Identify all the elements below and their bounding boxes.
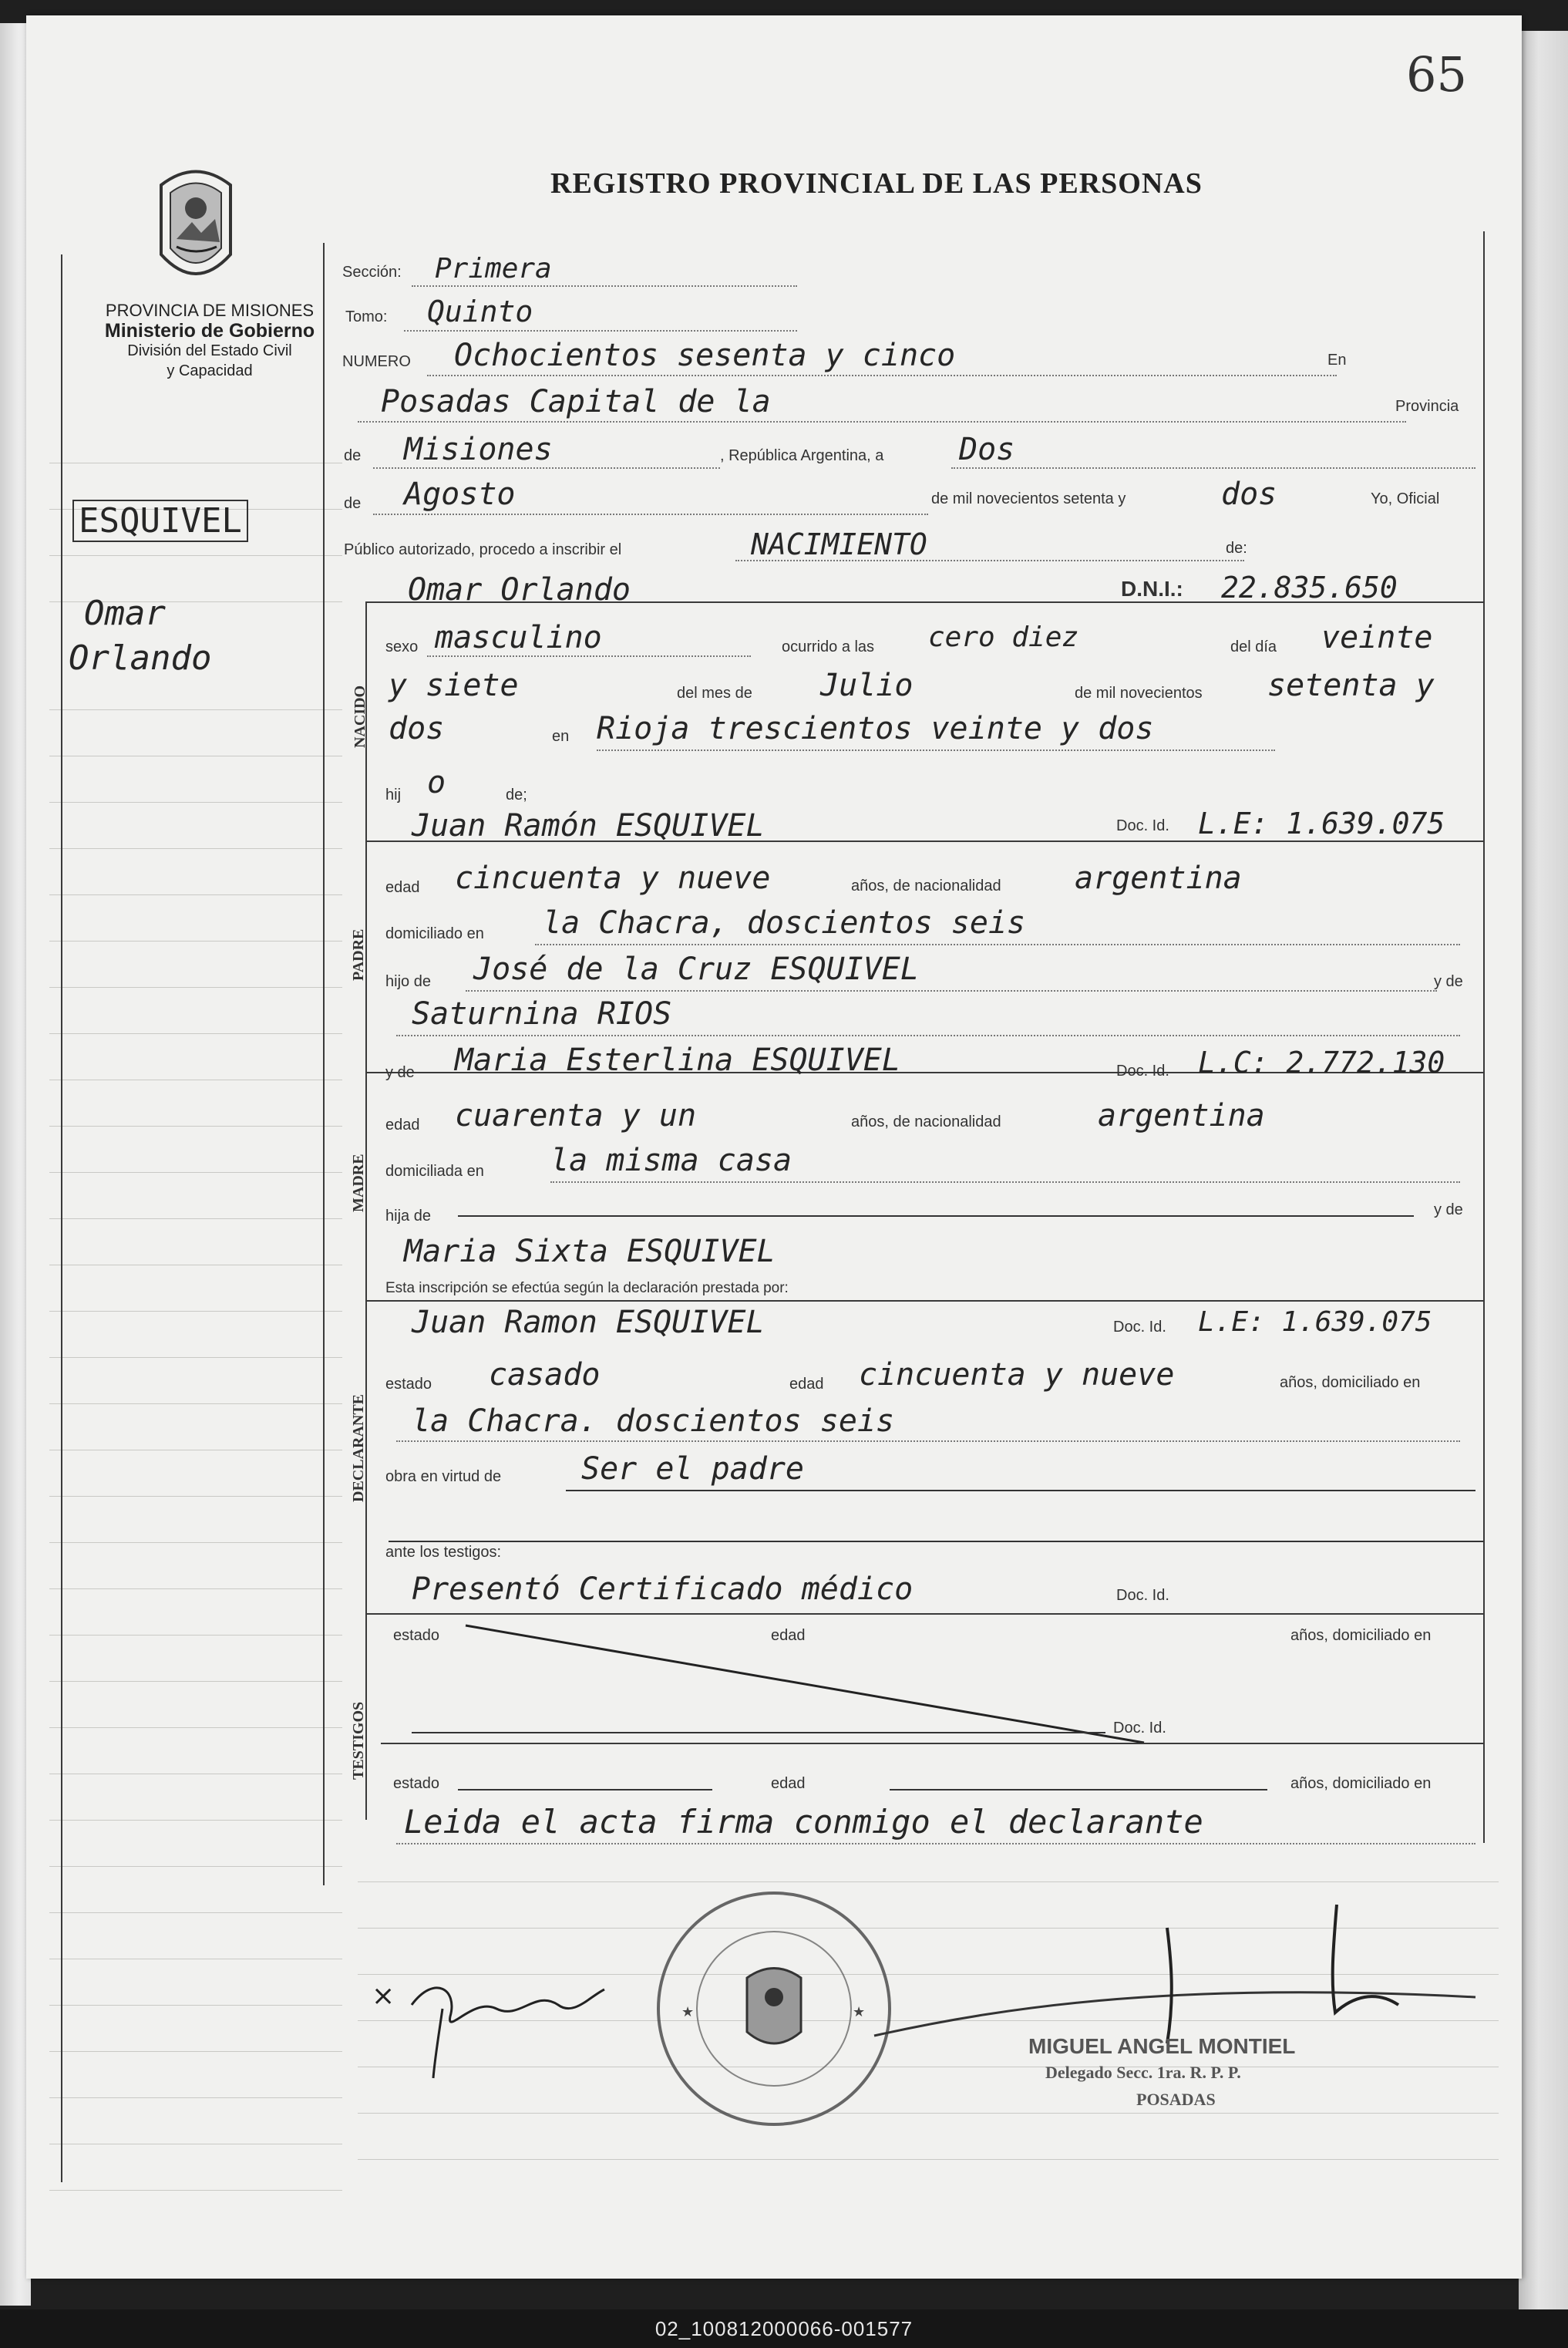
page-stack — [1519, 31, 1568, 2313]
margin-given-1: Omar — [84, 594, 166, 633]
value-cierre: Leida el acta firma conmigo el declarante — [404, 1803, 1203, 1841]
label-estado-testigo-1: estado — [393, 1627, 440, 1644]
value-nombre: Omar Orlando — [408, 572, 631, 608]
issuing-office — [71, 301, 348, 381]
label-de-mil: de mil novecientos setenta y — [931, 490, 1126, 507]
value-dia-nac-2: y siete — [389, 668, 519, 703]
value-padre-nac: argentina — [1075, 861, 1242, 896]
label-edad-testigo-1: edad — [771, 1627, 806, 1644]
value-lugar: Posadas Capital de la — [381, 384, 771, 419]
label-publico: Público autorizado, procedo a inscribir el — [344, 541, 622, 558]
label-doc-id-testigo-1: Doc. Id. — [1116, 1587, 1169, 1604]
value-padre-madre: Saturnina RIOS — [412, 996, 672, 1032]
label-anos-dom-testigo-2: años, domiciliado en — [1290, 1775, 1432, 1792]
label-inscripcion: Esta inscripción se efectúa según la declaración prestada por: — [385, 1280, 789, 1296]
label-y-de-padre: y de — [1434, 973, 1463, 990]
value-mes-nac: Julio — [820, 668, 914, 703]
value-acto: NACIMIENTO — [751, 527, 927, 561]
tag-nacido: NACIDO — [352, 685, 368, 748]
label-de-hijo: de; — [506, 787, 527, 803]
value-declarante-estado: casado — [489, 1357, 601, 1393]
label-provincia: Provincia — [1395, 398, 1459, 415]
label-y-de-madre-2: y de — [1434, 1201, 1463, 1218]
officer-signature — [859, 1889, 1491, 2051]
value-seccion: Primera — [435, 253, 552, 285]
value-tomo: Quinto — [427, 295, 533, 328]
margin-surname: ESQUIVEL — [72, 500, 248, 542]
column-divider — [323, 243, 325, 1885]
value-padre-doc: L.E: 1.639.075 — [1198, 807, 1445, 840]
value-dia: Dos — [959, 432, 1015, 467]
value-dia-nac-1: veinte — [1321, 620, 1433, 655]
label-domiciliada: domiciliada en — [385, 1163, 484, 1180]
value-hijo: o — [427, 765, 446, 800]
label-anos-nac-padre: años, de nacionalidad — [851, 878, 1001, 894]
label-en-2: en — [552, 728, 570, 745]
strike-line — [458, 1612, 1152, 1750]
label-doc-id-testigo-2: Doc. Id. — [1113, 1720, 1166, 1737]
label-de-2: de — [344, 495, 362, 512]
label-sexo: sexo — [385, 638, 419, 655]
margin-given-2: Orlando — [69, 638, 212, 678]
value-madre-madre: Maria Sixta ESQUIVEL — [404, 1234, 776, 1269]
value-declarante-edad: cincuenta y nueve — [859, 1357, 1175, 1393]
label-estado-declarante: estado — [385, 1376, 432, 1393]
label-estado-testigo-2: estado — [393, 1775, 440, 1792]
label-del-dia: del día — [1230, 638, 1277, 655]
scan-id: 02_100812000066-001577 — [654, 2317, 914, 2340]
value-sexo: masculino — [435, 620, 602, 655]
value-anio-nac-1: setenta y — [1267, 668, 1435, 703]
value-padre-hijo-de: José de la Cruz ESQUIVEL — [473, 952, 919, 987]
province-name: PROVINCIA DE MISIONES — [105, 301, 315, 320]
value-anio-nac-2: dos — [389, 711, 445, 746]
value-padre-edad: cincuenta y nueve — [455, 861, 771, 896]
registry-page — [26, 15, 1522, 2279]
division-line-1: División del Estado Civil — [127, 342, 292, 359]
label-obra: obra en virtud de — [385, 1468, 502, 1485]
label-testigos: ante los testigos: — [385, 1544, 502, 1561]
label-doc-id-madre: Doc. Id. — [1116, 1063, 1169, 1080]
value-mes: Agosto — [404, 477, 516, 512]
value-declarante-obra: Ser el padre — [581, 1451, 804, 1487]
label-del-mes: del mes de — [677, 685, 752, 702]
value-numero: Ochocientos sesenta y cinco — [454, 338, 956, 373]
label-anos-dom-declarante: años, domiciliado en — [1280, 1374, 1421, 1391]
value-provincia: Misiones — [404, 432, 553, 467]
label-ocurrido: ocurrido a las — [782, 638, 875, 655]
label-republica: , República Argentina, a — [720, 447, 884, 464]
tag-testigos: TESTIGOS — [350, 1701, 367, 1780]
label-de-1: de — [344, 447, 362, 464]
label-edad-testigo-2: edad — [771, 1775, 806, 1792]
svg-text:★: ★ — [681, 2004, 695, 2020]
value-madre-edad: cuarenta y un — [455, 1098, 697, 1134]
tag-padre: PADRE — [350, 928, 367, 981]
value-hora: cero diez — [928, 622, 1079, 653]
label-hija-de: hija de — [385, 1208, 431, 1225]
value-madre-dom: la misma casa — [550, 1143, 792, 1178]
label-edad-madre: edad — [385, 1117, 420, 1134]
label-anos-dom-testigo-1: años, domiciliado en — [1290, 1627, 1432, 1644]
label-de-mil-2: de mil novecientos — [1075, 685, 1203, 702]
right-border — [1483, 231, 1485, 1843]
value-declarante-dom: la Chacra. doscientos seis — [412, 1403, 895, 1439]
ministry-name: Ministerio de Gobierno — [104, 320, 315, 342]
page-number: 65 — [1406, 46, 1467, 103]
label-doc-id-padre: Doc. Id. — [1116, 817, 1169, 834]
label-domiciliado-padre: domiciliado en — [385, 925, 484, 942]
value-anio: dos — [1221, 477, 1277, 512]
tag-declarante: DECLARANTE — [350, 1393, 367, 1502]
svg-text:★: ★ — [853, 2004, 866, 2020]
declarant-signature — [365, 1943, 628, 2082]
label-doc-id-declarante: Doc. Id. — [1113, 1319, 1166, 1336]
label-dni: D.N.I.: — [1121, 577, 1183, 601]
label-en: En — [1327, 352, 1347, 369]
value-padre-dom: la Chacra, doscientos seis — [543, 905, 1026, 941]
label-tomo: Tomo: — [345, 308, 388, 325]
label-numero: NUMERO — [342, 353, 411, 370]
value-madre-doc: L.C: 2.772.130 — [1198, 1046, 1445, 1080]
stamp-place: POSADAS — [1136, 2090, 1216, 2109]
svg-text:×: × — [372, 1980, 395, 2012]
stamp-name: MIGUEL ANGEL MONTIEL — [1028, 2034, 1296, 2058]
value-dni: 22.835.650 — [1221, 571, 1398, 605]
label-edad-padre: edad — [385, 879, 420, 896]
province-emblem-icon — [153, 162, 238, 293]
label-hijo: hij — [385, 787, 402, 803]
label-de-colon: de: — [1226, 540, 1247, 557]
division-line-2: y Capacidad — [167, 362, 253, 379]
left-border — [61, 254, 62, 2182]
value-madre: Maria Esterlina ESQUIVEL — [455, 1043, 900, 1078]
label-hijo-de-padre: hijo de — [385, 973, 431, 990]
value-madre-nac: argentina — [1098, 1098, 1265, 1134]
value-declarante: Juan Ramon ESQUIVEL — [412, 1305, 765, 1340]
value-padre: Juan Ramón ESQUIVEL — [412, 808, 765, 844]
label-anos-nac-madre: años, de nacionalidad — [851, 1113, 1001, 1130]
label-yo-oficial: Yo, Oficial — [1371, 490, 1440, 507]
tag-madre: MADRE — [350, 1154, 367, 1212]
label-edad-declarante: edad — [789, 1376, 824, 1393]
value-testigo-1: Presentó Certificado médico — [412, 1572, 914, 1607]
stamp-role: Delegado Secc. 1ra. R. P. P. — [1045, 2063, 1241, 2082]
value-domicilio-nac: Rioja trescientos veinte y dos — [597, 711, 1154, 746]
label-y-de-madre: y de — [385, 1064, 415, 1081]
value-declarante-doc: L.E: 1.639.075 — [1198, 1306, 1432, 1338]
page-title: REGISTRO PROVINCIAL DE LAS PERSONAS — [550, 167, 1203, 200]
label-seccion: Sección: — [342, 264, 402, 281]
